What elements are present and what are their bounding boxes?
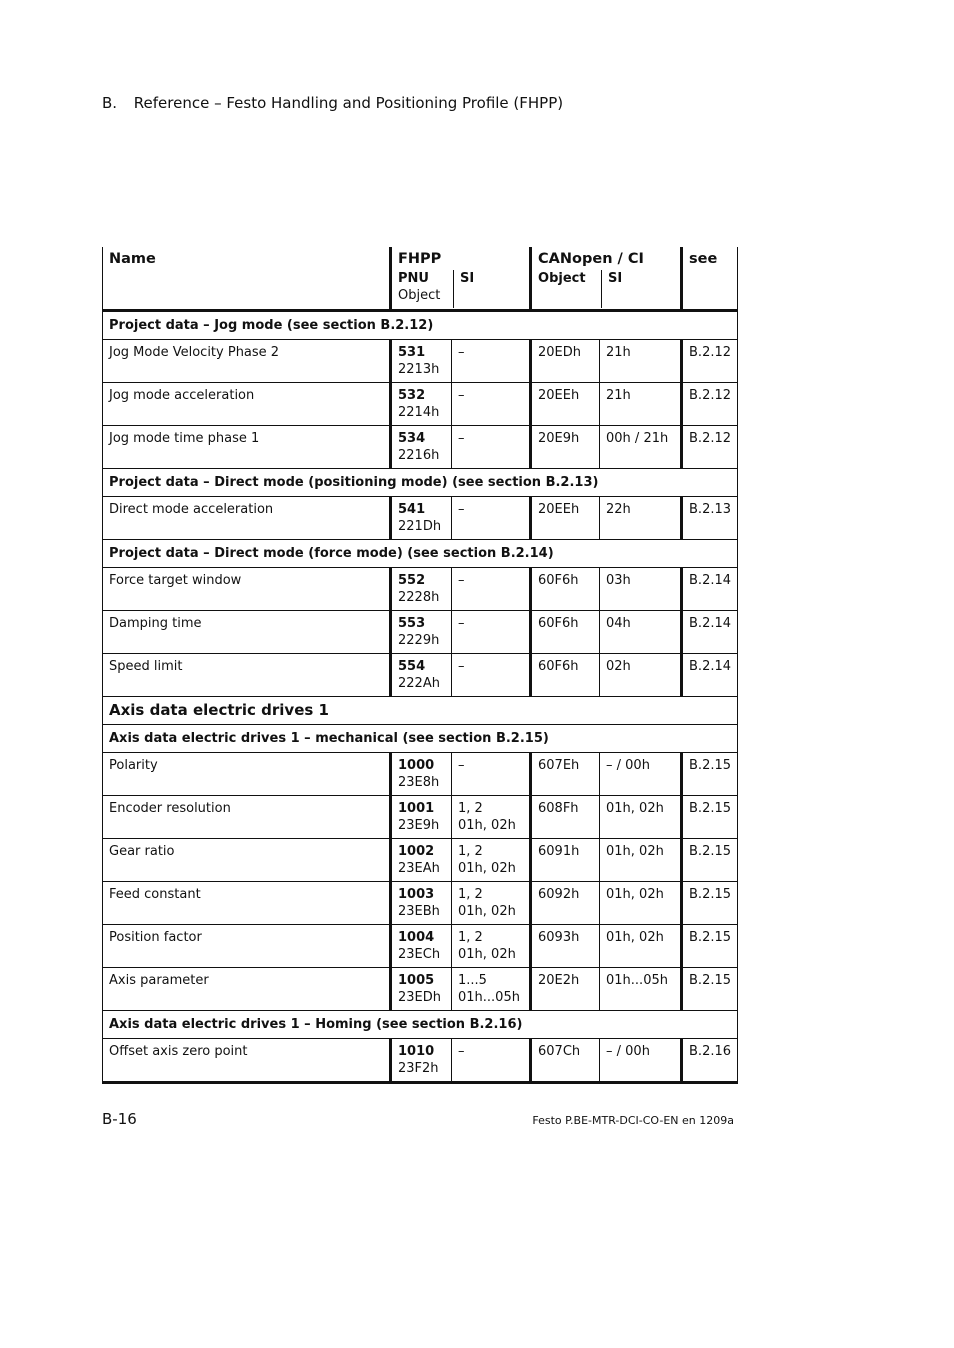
pnu-cell	[391, 383, 452, 426]
parameter-name: Jog Mode Velocity Phase 2	[103, 340, 391, 383]
see-reference: B.2.15	[682, 796, 738, 839]
object-index: 23EBh	[398, 904, 440, 919]
canopen-object: 60F6h	[531, 611, 600, 654]
fhpp-si-hex: 01h, 02h	[458, 904, 516, 919]
object-index: 2216h	[398, 448, 440, 463]
canopen-si: 03h	[600, 568, 682, 611]
canopen-object: 607Eh	[531, 753, 600, 796]
fhpp-si-primary: –	[458, 502, 465, 517]
canopen-object: 6093h	[531, 925, 600, 968]
parameter-name: Force target window	[103, 568, 391, 611]
table-header-row	[103, 247, 738, 311]
pnu-cell	[391, 839, 452, 882]
canopen-object: 20EEh	[531, 497, 600, 540]
parameter-name: Direct mode acceleration	[103, 497, 391, 540]
table-row	[103, 1039, 738, 1083]
pnu-number: 532	[398, 388, 426, 403]
canopen-si: 21h	[600, 383, 682, 426]
table-row	[103, 882, 738, 925]
object-index: 23ECh	[398, 947, 441, 962]
canopen-object: 60F6h	[531, 654, 600, 697]
canopen-object: 20EEh	[531, 383, 600, 426]
fhpp-si-hex: 01h...05h	[458, 990, 520, 1005]
page-header	[102, 94, 563, 112]
parameter-name: Position factor	[103, 925, 391, 968]
fhpp-si-cell	[452, 753, 531, 796]
section-heading: Project data – Direct mode (force mode) (see section B.2.14)	[103, 540, 738, 568]
pnu-number: 1002	[398, 844, 435, 859]
fhpp-si-hex: 01h, 02h	[458, 818, 516, 833]
group-heading: Axis data electric drives 1	[103, 697, 738, 725]
object-index: 2229h	[398, 633, 440, 648]
section-heading: Axis data electric drives 1 – mechanical (see section B.2.15)	[103, 725, 738, 753]
canopen-si: 00h / 21h	[600, 426, 682, 469]
table-row	[103, 968, 738, 1011]
parameter-name: Damping time	[103, 611, 391, 654]
page-number: B-16	[102, 1110, 137, 1128]
canopen-si: 01h, 02h	[600, 839, 682, 882]
fhpp-si-cell	[452, 882, 531, 925]
parameter-name: Offset axis zero point	[103, 1039, 391, 1083]
see-column-header: see	[682, 247, 738, 311]
pnu-cell	[391, 568, 452, 611]
fhpp-si-cell	[452, 968, 531, 1011]
fhpp-si-primary: –	[458, 758, 465, 773]
section-heading: Project data – Direct mode (positioning mode) (see section B.2.13)	[103, 469, 738, 497]
see-reference: B.2.15	[682, 753, 738, 796]
parameter-name: Encoder resolution	[103, 796, 391, 839]
parameter-name: Jog mode acceleration	[103, 383, 391, 426]
canopen-object: 60F6h	[531, 568, 600, 611]
object-index: 23EAh	[398, 861, 440, 876]
canopen-si: 01h, 02h	[600, 882, 682, 925]
table-row	[103, 611, 738, 654]
table-row	[103, 753, 738, 796]
fhpp-si-hex: 01h, 02h	[458, 861, 516, 876]
see-reference: B.2.13	[682, 497, 738, 540]
fhpp-si-primary: 1, 2	[458, 801, 483, 816]
chapter-title: Reference – Festo Handling and Positioning Profile (FHPP)	[133, 94, 564, 112]
fhpp-si-cell	[452, 426, 531, 469]
parameter-name: Feed constant	[103, 882, 391, 925]
fhpp-si-cell	[452, 1039, 531, 1083]
fhpp-si-primary: –	[458, 388, 465, 403]
object-index: 2228h	[398, 590, 440, 605]
section-heading: Axis data electric drives 1 – Homing (see section B.2.16)	[103, 1011, 738, 1039]
see-reference: B.2.15	[682, 882, 738, 925]
fhpp-si-primary: 1, 2	[458, 844, 483, 859]
object-index: 23F2h	[398, 1061, 439, 1076]
object-index: 23E9h	[398, 818, 440, 833]
pnu-number: 1003	[398, 887, 435, 902]
canopen-si: 21h	[600, 340, 682, 383]
canopen-object: 20EDh	[531, 340, 600, 383]
object-index: 23E8h	[398, 775, 440, 790]
canopen-object: 6092h	[531, 882, 600, 925]
pnu-cell	[391, 1039, 452, 1083]
canopen-object: 6091h	[531, 839, 600, 882]
group-heading-row	[103, 697, 738, 725]
fhpp-si-cell	[452, 568, 531, 611]
section-heading-row	[103, 311, 738, 340]
object-index: 221Dh	[398, 519, 442, 534]
canopen-object: 608Fh	[531, 796, 600, 839]
pnu-cell	[391, 611, 452, 654]
fhpp-si-primary: –	[458, 616, 465, 631]
name-column-header: Name	[103, 247, 391, 311]
fhpp-si-cell	[452, 383, 531, 426]
canopen-si: – / 00h	[600, 1039, 682, 1083]
see-reference: B.2.15	[682, 839, 738, 882]
canopen-si: 22h	[600, 497, 682, 540]
pnu-cell	[391, 426, 452, 469]
canopen-object: 607Ch	[531, 1039, 600, 1083]
section-heading-row	[103, 1011, 738, 1039]
pnu-cell	[391, 753, 452, 796]
canopen-object: 20E2h	[531, 968, 600, 1011]
object-index: 2214h	[398, 405, 440, 420]
pnu-number: 1010	[398, 1044, 435, 1059]
table-row	[103, 839, 738, 882]
canopen-object: 20E9h	[531, 426, 600, 469]
fhpp-si-primary: –	[458, 345, 465, 360]
see-reference: B.2.15	[682, 968, 738, 1011]
fhpp-si-primary: –	[458, 573, 465, 588]
pnu-number: 1000	[398, 758, 435, 773]
object-index: 2213h	[398, 362, 440, 377]
pnu-number: 1005	[398, 973, 435, 988]
canopen-si: 04h	[600, 611, 682, 654]
canopen-si: 01h...05h	[600, 968, 682, 1011]
pnu-number: 553	[398, 616, 426, 631]
canopen-si: 02h	[600, 654, 682, 697]
see-reference: B.2.14	[682, 611, 738, 654]
fhpp-si-primary: 1, 2	[458, 930, 483, 945]
pnu-cell	[391, 968, 452, 1011]
see-reference: B.2.12	[682, 383, 738, 426]
parameter-name: Speed limit	[103, 654, 391, 697]
table-row	[103, 654, 738, 697]
fhpp-si-primary: –	[458, 431, 465, 446]
table-row	[103, 340, 738, 383]
pnu-number: 552	[398, 573, 426, 588]
section-heading-row	[103, 469, 738, 497]
pnu-cell	[391, 796, 452, 839]
fhpp-si-hex: 01h, 02h	[458, 947, 516, 962]
fhpp-column-header: FHPP PNU Object SI	[391, 247, 531, 311]
section-heading-row	[103, 540, 738, 568]
table-row	[103, 426, 738, 469]
parameter-name: Polarity	[103, 753, 391, 796]
parameter-name: Gear ratio	[103, 839, 391, 882]
object-index: 23EDh	[398, 990, 442, 1005]
canopen-column-header: CANopen / CI Object SI	[531, 247, 682, 311]
see-reference: B.2.14	[682, 568, 738, 611]
chapter-number: B.	[102, 94, 118, 112]
table-row	[103, 925, 738, 968]
fhpp-si-cell	[452, 497, 531, 540]
fhpp-si-primary: –	[458, 1044, 465, 1059]
canopen-si: 01h, 02h	[600, 925, 682, 968]
pnu-cell	[391, 497, 452, 540]
section-heading: Project data – Jog mode (see section B.2.12)	[103, 311, 738, 340]
pnu-cell	[391, 882, 452, 925]
see-reference: B.2.12	[682, 340, 738, 383]
pnu-number: 554	[398, 659, 426, 674]
pnu-cell	[391, 925, 452, 968]
parameter-name: Axis parameter	[103, 968, 391, 1011]
pnu-number: 1004	[398, 930, 435, 945]
section-heading-row	[103, 725, 738, 753]
canopen-si: 01h, 02h	[600, 796, 682, 839]
parameter-name: Jog mode time phase 1	[103, 426, 391, 469]
pnu-number: 534	[398, 431, 426, 446]
fhpp-si-cell	[452, 340, 531, 383]
table-row	[103, 383, 738, 426]
object-index: 222Ah	[398, 676, 440, 691]
pnu-cell	[391, 340, 452, 383]
table-row	[103, 796, 738, 839]
pnu-cell	[391, 654, 452, 697]
canopen-si: – / 00h	[600, 753, 682, 796]
table-row	[103, 497, 738, 540]
fhpp-si-cell	[452, 925, 531, 968]
fhpp-si-cell	[452, 654, 531, 697]
document-id: Festo P.BE-MTR-DCI-CO-EN en 1209a	[532, 1114, 734, 1127]
see-reference: B.2.14	[682, 654, 738, 697]
see-reference: B.2.16	[682, 1039, 738, 1083]
table-row	[103, 568, 738, 611]
pnu-number: 1001	[398, 801, 435, 816]
fhpp-si-cell	[452, 611, 531, 654]
pnu-number: 531	[398, 345, 426, 360]
fhpp-si-primary: 1...5	[458, 973, 487, 988]
see-reference: B.2.12	[682, 426, 738, 469]
parameter-table	[102, 247, 738, 1084]
see-reference: B.2.15	[682, 925, 738, 968]
fhpp-si-primary: –	[458, 659, 465, 674]
fhpp-si-primary: 1, 2	[458, 887, 483, 902]
fhpp-si-cell	[452, 839, 531, 882]
fhpp-si-cell	[452, 796, 531, 839]
pnu-number: 541	[398, 502, 426, 517]
